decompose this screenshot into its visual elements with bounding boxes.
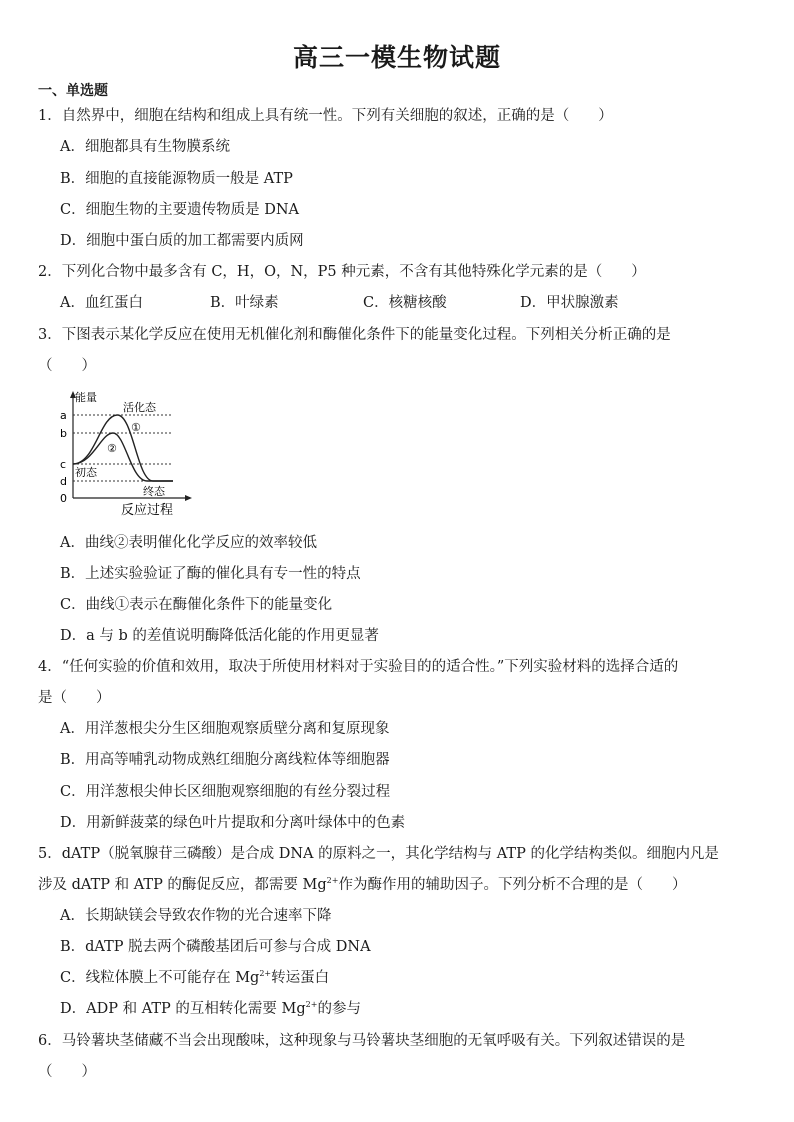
question-5-option-d[interactable] (60, 1000, 361, 1018)
question-5-stem-continued (38, 876, 686, 894)
question-6-stem: 6．马铃薯块茎储藏不当会出现酸味，这种现象与马铃薯块茎细胞的无氧呼吸有关。下列叙述错误的是 (38, 1033, 686, 1049)
question-2-option-a[interactable]: A．血红蛋白 (60, 295, 143, 311)
question-3-option-a[interactable]: A．曲线②表明催化化学反应的效率较低 (60, 535, 317, 551)
q5-c-post: 转运蛋白 (271, 970, 330, 986)
question-5-option-b[interactable]: B．dATP 脱去两个磷酸基团后可参与合成 DNA (60, 939, 371, 955)
tick-b: b (60, 427, 67, 440)
q5-stem-pre: 涉及 dATP 和 ATP 的酶促反应，都需要 Mg (38, 877, 327, 893)
question-1-option-d[interactable]: D．细胞中蛋白质的加工都需要内质网 (60, 233, 304, 249)
y-axis-label: 能量 (75, 391, 97, 404)
question-4-stem: 4．“任何实验的价值和效用，取决于所使用材料对于实验目的的适合性。”下列实验材料的选择合适的 (38, 659, 679, 675)
question-1-option-b[interactable]: B．细胞的直接能源物质一般是 ATP (60, 171, 293, 187)
question-3-stem-continued: （ ） (38, 358, 96, 374)
tick-a: a (60, 409, 67, 422)
question-1-stem: 1．自然界中，细胞在结构和组成上具有统一性。下列有关细胞的叙述，正确的是（ ） (38, 108, 613, 124)
initial-state-label: 初态 (75, 466, 97, 479)
question-4-option-a[interactable]: A．用洋葱根尖分生区细胞观察质壁分离和复原现象 (60, 721, 390, 737)
question-3-option-c[interactable]: C．曲线①表示在酶催化条件下的能量变化 (60, 597, 333, 613)
curve-2-label: ② (107, 442, 117, 455)
final-state-label: 终态 (143, 485, 165, 498)
page-title: 高三一模生物试题 (292, 43, 501, 72)
question-5-option-c[interactable] (60, 969, 329, 987)
curve-1-label: ① (131, 421, 141, 434)
mg-charge: 2+ (326, 876, 339, 885)
question-1-option-c[interactable]: C．细胞生物的主要遗传物质是 DNA (60, 202, 299, 218)
question-4-option-c[interactable]: C．用洋葱根尖伸长区细胞观察细胞的有丝分裂过程 (60, 784, 391, 800)
q5-stem-post: 作为酶作用的辅助因子。下列分析不合理的是（ ） (338, 877, 687, 893)
question-1-option-a[interactable]: A．细胞都具有生物膜系统 (60, 139, 230, 155)
x-axis-arrow (185, 495, 192, 501)
question-3-option-d[interactable]: D．a 与 b 的差值说明酶降低活化能的作用更显著 (60, 628, 379, 644)
q5-c-pre: C．线粒体膜上不可能存在 Mg (60, 970, 260, 986)
question-3-stem: 3．下图表示某化学反应在使用无机催化剂和酶催化条件下的能量变化过程。下列相关分析正确的是 (38, 327, 671, 343)
tick-d: d (60, 475, 67, 488)
question-2-option-d[interactable]: D．甲状腺激素 (520, 295, 619, 311)
active-state-label: 活化态 (123, 401, 156, 414)
question-3-option-b[interactable]: B．上述实验验证了酶的催化具有专一性的特点 (60, 566, 361, 582)
question-4-option-d[interactable]: D．用新鲜菠菜的绿色叶片提取和分离叶绿体中的色素 (60, 815, 406, 831)
question-4-option-b[interactable]: B．用高等哺乳动物成熟红细胞分离线粒体等细胞器 (60, 752, 390, 768)
tick-zero: 0 (60, 492, 67, 505)
question-2-stem: 2．下列化合物中最多含有 C，H，O，N，P5 种元素，不含有其他特殊化学元素的是（ ） (38, 264, 646, 280)
mg-charge: 2+ (305, 1000, 318, 1009)
question-2-option-b[interactable]: B．叶绿素 (210, 295, 279, 311)
tick-c: c (60, 458, 67, 471)
x-axis-label: 反应过程 (121, 503, 174, 518)
mg-charge: 2+ (259, 969, 272, 978)
question-5-option-a[interactable]: A．长期缺镁会导致农作物的光合速率下降 (60, 908, 332, 924)
section-heading: 一、单选题 (38, 83, 108, 99)
question-5-stem: 5．dATP（脱氧腺苷三磷酸）是合成 DNA 的原料之一，其化学结构与 ATP 的化学结构类似。细胞内凡是 (38, 846, 719, 862)
question-4-stem-continued: 是（ ） (38, 690, 111, 706)
q5-d-post: 的参与 (317, 1001, 361, 1017)
question-6-stem-continued: （ ） (38, 1064, 96, 1080)
question-2-option-c[interactable]: C．核糖核酸 (363, 295, 447, 311)
q5-d-pre: D．ADP 和 ATP 的互相转化需要 Mg (60, 1001, 306, 1017)
energy-diagram (55, 388, 205, 520)
